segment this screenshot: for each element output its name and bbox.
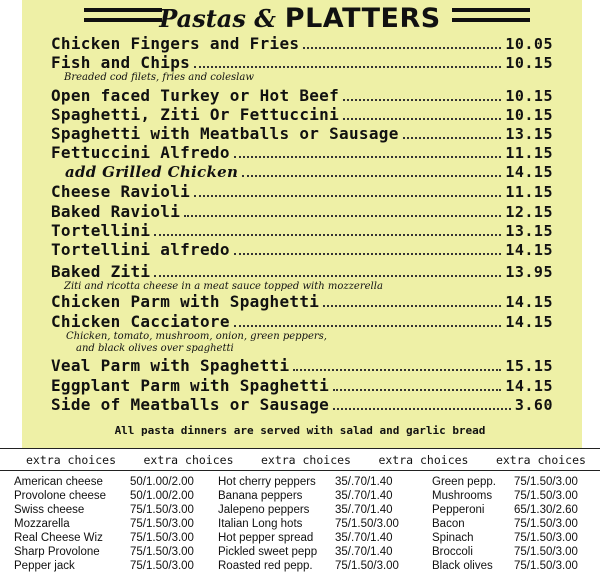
menu-item-name: Fettuccini Alfredo bbox=[51, 143, 230, 162]
extras-heading: extra choices bbox=[378, 453, 469, 467]
extra-item-name: Mushrooms bbox=[432, 490, 493, 502]
extras-row bbox=[14, 532, 600, 546]
menu-item-name: Open faced Turkey or Hot Beef bbox=[51, 86, 340, 105]
extra-item-price: 75/1.50/3.00 bbox=[514, 518, 578, 530]
divider bbox=[0, 448, 600, 449]
menu-item bbox=[51, 356, 553, 378]
extra-item-name: Spinach bbox=[432, 532, 474, 544]
extras-heading: extra choices bbox=[260, 453, 351, 467]
dot-leader bbox=[154, 263, 501, 277]
menu-item-price: 10.15 bbox=[505, 106, 553, 124]
extra-item-price: 35/.70/1.40 bbox=[335, 490, 393, 502]
menu-item-name: Tortellini bbox=[51, 221, 151, 240]
extra-item-name: Banana peppers bbox=[218, 490, 303, 502]
dot-leader bbox=[154, 222, 501, 236]
menu-item-price: 10.15 bbox=[505, 54, 553, 72]
extra-item-name: Green pepp. bbox=[432, 476, 496, 488]
extra-item-name: Roasted red pepp. bbox=[218, 560, 313, 572]
dot-leader bbox=[184, 203, 501, 217]
menu-header bbox=[0, 0, 600, 36]
menu-item-price: 3.60 bbox=[514, 396, 553, 414]
menu-item-price: 11.15 bbox=[505, 144, 553, 162]
extra-item-name: Mozzarella bbox=[14, 518, 70, 530]
menu-item-name: Chicken Cacciatore bbox=[51, 312, 230, 331]
extra-item-price: 35/.70/1.40 bbox=[335, 546, 393, 558]
menu-item bbox=[51, 240, 553, 262]
extra-item-price: 75/1.50/3.00 bbox=[514, 560, 578, 572]
menu-item-price: 14.15 bbox=[505, 293, 553, 311]
extra-item-price: 75/1.50/3.00 bbox=[130, 560, 194, 572]
extra-item-price: 75/1.50/3.00 bbox=[130, 546, 194, 558]
menu-item-name: Eggplant Parm with Spaghetti bbox=[51, 376, 330, 395]
extras-row bbox=[14, 546, 600, 560]
menu-title-script: Pastas & bbox=[159, 4, 276, 33]
extra-item-price: 50/1.00/2.00 bbox=[130, 490, 194, 502]
extra-item-name: Pepperoni bbox=[432, 504, 485, 516]
menu-item-price: 13.95 bbox=[505, 263, 553, 281]
menu-item bbox=[51, 143, 553, 165]
dot-leader bbox=[194, 183, 501, 197]
menu-item-name: Veal Parm with Spaghetti bbox=[51, 356, 290, 375]
menu-item-price: 10.15 bbox=[505, 87, 553, 105]
dot-leader bbox=[303, 35, 501, 49]
menu-item-name: Spaghetti with Meatballs or Sausage bbox=[51, 124, 399, 143]
extras-heading-row bbox=[26, 453, 586, 467]
menu-item-name: Tortellini alfredo bbox=[51, 240, 230, 259]
extra-item-name: Pepper jack bbox=[14, 560, 75, 572]
extra-item-name: Jalepeno peppers bbox=[218, 504, 310, 516]
menu-item-price: 13.15 bbox=[505, 222, 553, 240]
dot-leader bbox=[323, 293, 501, 307]
menu-note: All pasta dinners are served with salad and garlic bread bbox=[114, 424, 486, 437]
dot-leader bbox=[293, 357, 501, 371]
extras-row bbox=[14, 476, 600, 490]
menu-item-description: and black olives over spaghetti bbox=[76, 343, 234, 354]
extra-item-price: 75/1.50/3.00 bbox=[335, 518, 399, 530]
menu-item-price: 11.15 bbox=[505, 183, 553, 201]
extra-item-name: Italian Long hots bbox=[218, 518, 303, 530]
extra-item-name: Broccoli bbox=[432, 546, 473, 558]
extra-item-price: 35/.70/1.40 bbox=[335, 504, 393, 516]
menu-title bbox=[0, 1, 600, 36]
extra-item-name: Black olives bbox=[432, 560, 493, 572]
extra-item-name: Bacon bbox=[432, 518, 465, 530]
menu-item-name: Baked Ziti bbox=[51, 262, 151, 281]
menu-item-name: add Grilled Chicken bbox=[65, 163, 239, 181]
dot-leader bbox=[194, 54, 501, 68]
menu-item-price: 14.15 bbox=[505, 241, 553, 259]
dot-leader bbox=[333, 377, 501, 391]
menu-item-name: Side of Meatballs or Sausage bbox=[51, 395, 330, 414]
menu-item-name: Fish and Chips bbox=[51, 53, 191, 72]
extra-item-price: 50/1.00/2.00 bbox=[130, 476, 194, 488]
dot-leader bbox=[242, 163, 501, 177]
extra-item-price: 35/.70/1.40 bbox=[335, 532, 393, 544]
divider bbox=[0, 470, 600, 471]
extra-item-name: Pickled sweet pepp bbox=[218, 546, 318, 558]
dot-leader bbox=[234, 241, 502, 255]
extra-item-price: 75/1.50/3.00 bbox=[514, 476, 578, 488]
extras-row bbox=[14, 518, 600, 532]
extra-item-price: 65/1.30/2.60 bbox=[514, 504, 578, 516]
extra-item-price: 75/1.50/3.00 bbox=[514, 490, 578, 502]
menu-item bbox=[51, 182, 553, 204]
extra-item-name: American cheese bbox=[14, 476, 103, 488]
menu-item bbox=[51, 292, 553, 314]
menu-item bbox=[51, 395, 553, 417]
extra-item-name: Swiss cheese bbox=[14, 504, 85, 516]
dot-leader bbox=[343, 87, 501, 101]
menu-item-name: Spaghetti, Ziti Or Fettuccini bbox=[51, 105, 340, 124]
menu-item-price: 10.05 bbox=[505, 35, 553, 53]
extra-item-name: Real Cheese Wiz bbox=[14, 532, 103, 544]
menu-title-bold: PLATTERS bbox=[284, 3, 441, 34]
extra-item-price: 75/1.50/3.00 bbox=[130, 518, 194, 530]
menu-item-name: Chicken Parm with Spaghetti bbox=[51, 292, 320, 311]
dot-leader bbox=[234, 313, 502, 327]
extra-item-name: Hot pepper spread bbox=[218, 532, 314, 544]
menu-item-description: Ziti and ricotta cheese in a meat sauce topped with mozzerella bbox=[64, 281, 383, 292]
extras-row bbox=[14, 504, 600, 518]
menu-item-price: 12.15 bbox=[505, 203, 553, 221]
extra-item-price: 75/1.50/3.00 bbox=[514, 546, 578, 558]
dot-leader bbox=[343, 106, 501, 120]
extras-row bbox=[14, 490, 600, 504]
menu-item-price: 13.15 bbox=[505, 125, 553, 143]
menu-item-description: Breaded cod filets, fries and coleslaw bbox=[64, 72, 254, 83]
extras-row bbox=[14, 560, 600, 574]
menu-item-price: 14.15 bbox=[505, 163, 553, 181]
extra-item-price: 75/1.50/3.00 bbox=[514, 532, 578, 544]
extras-heading: extra choices bbox=[143, 453, 234, 467]
extra-item-name: Provolone cheese bbox=[14, 490, 107, 502]
extra-item-name: Hot cherry peppers bbox=[218, 476, 316, 488]
extra-item-price: 35/.70/1.40 bbox=[335, 476, 393, 488]
menu-item-price: 14.15 bbox=[505, 377, 553, 395]
menu-item-price: 14.15 bbox=[505, 313, 553, 331]
menu-item-price: 15.15 bbox=[505, 357, 553, 375]
extras-heading: extra choices bbox=[26, 453, 117, 467]
extra-item-price: 75/1.50/3.00 bbox=[130, 532, 194, 544]
menu-item-name: Baked Ravioli bbox=[51, 202, 181, 221]
extra-item-name: Sharp Provolone bbox=[14, 546, 100, 558]
dot-leader bbox=[333, 396, 511, 410]
menu-item-name: Chicken Fingers and Fries bbox=[51, 34, 300, 53]
menu-item-description: Chicken, tomato, mushroom, onion, green peppers, bbox=[66, 331, 327, 342]
extras-heading: extra choices bbox=[495, 453, 586, 467]
dot-leader bbox=[234, 144, 502, 158]
extra-item-price: 75/1.50/3.00 bbox=[335, 560, 399, 572]
dot-leader bbox=[403, 125, 502, 139]
extra-item-price: 75/1.50/3.00 bbox=[130, 504, 194, 516]
menu-item-name: Cheese Ravioli bbox=[51, 182, 191, 201]
